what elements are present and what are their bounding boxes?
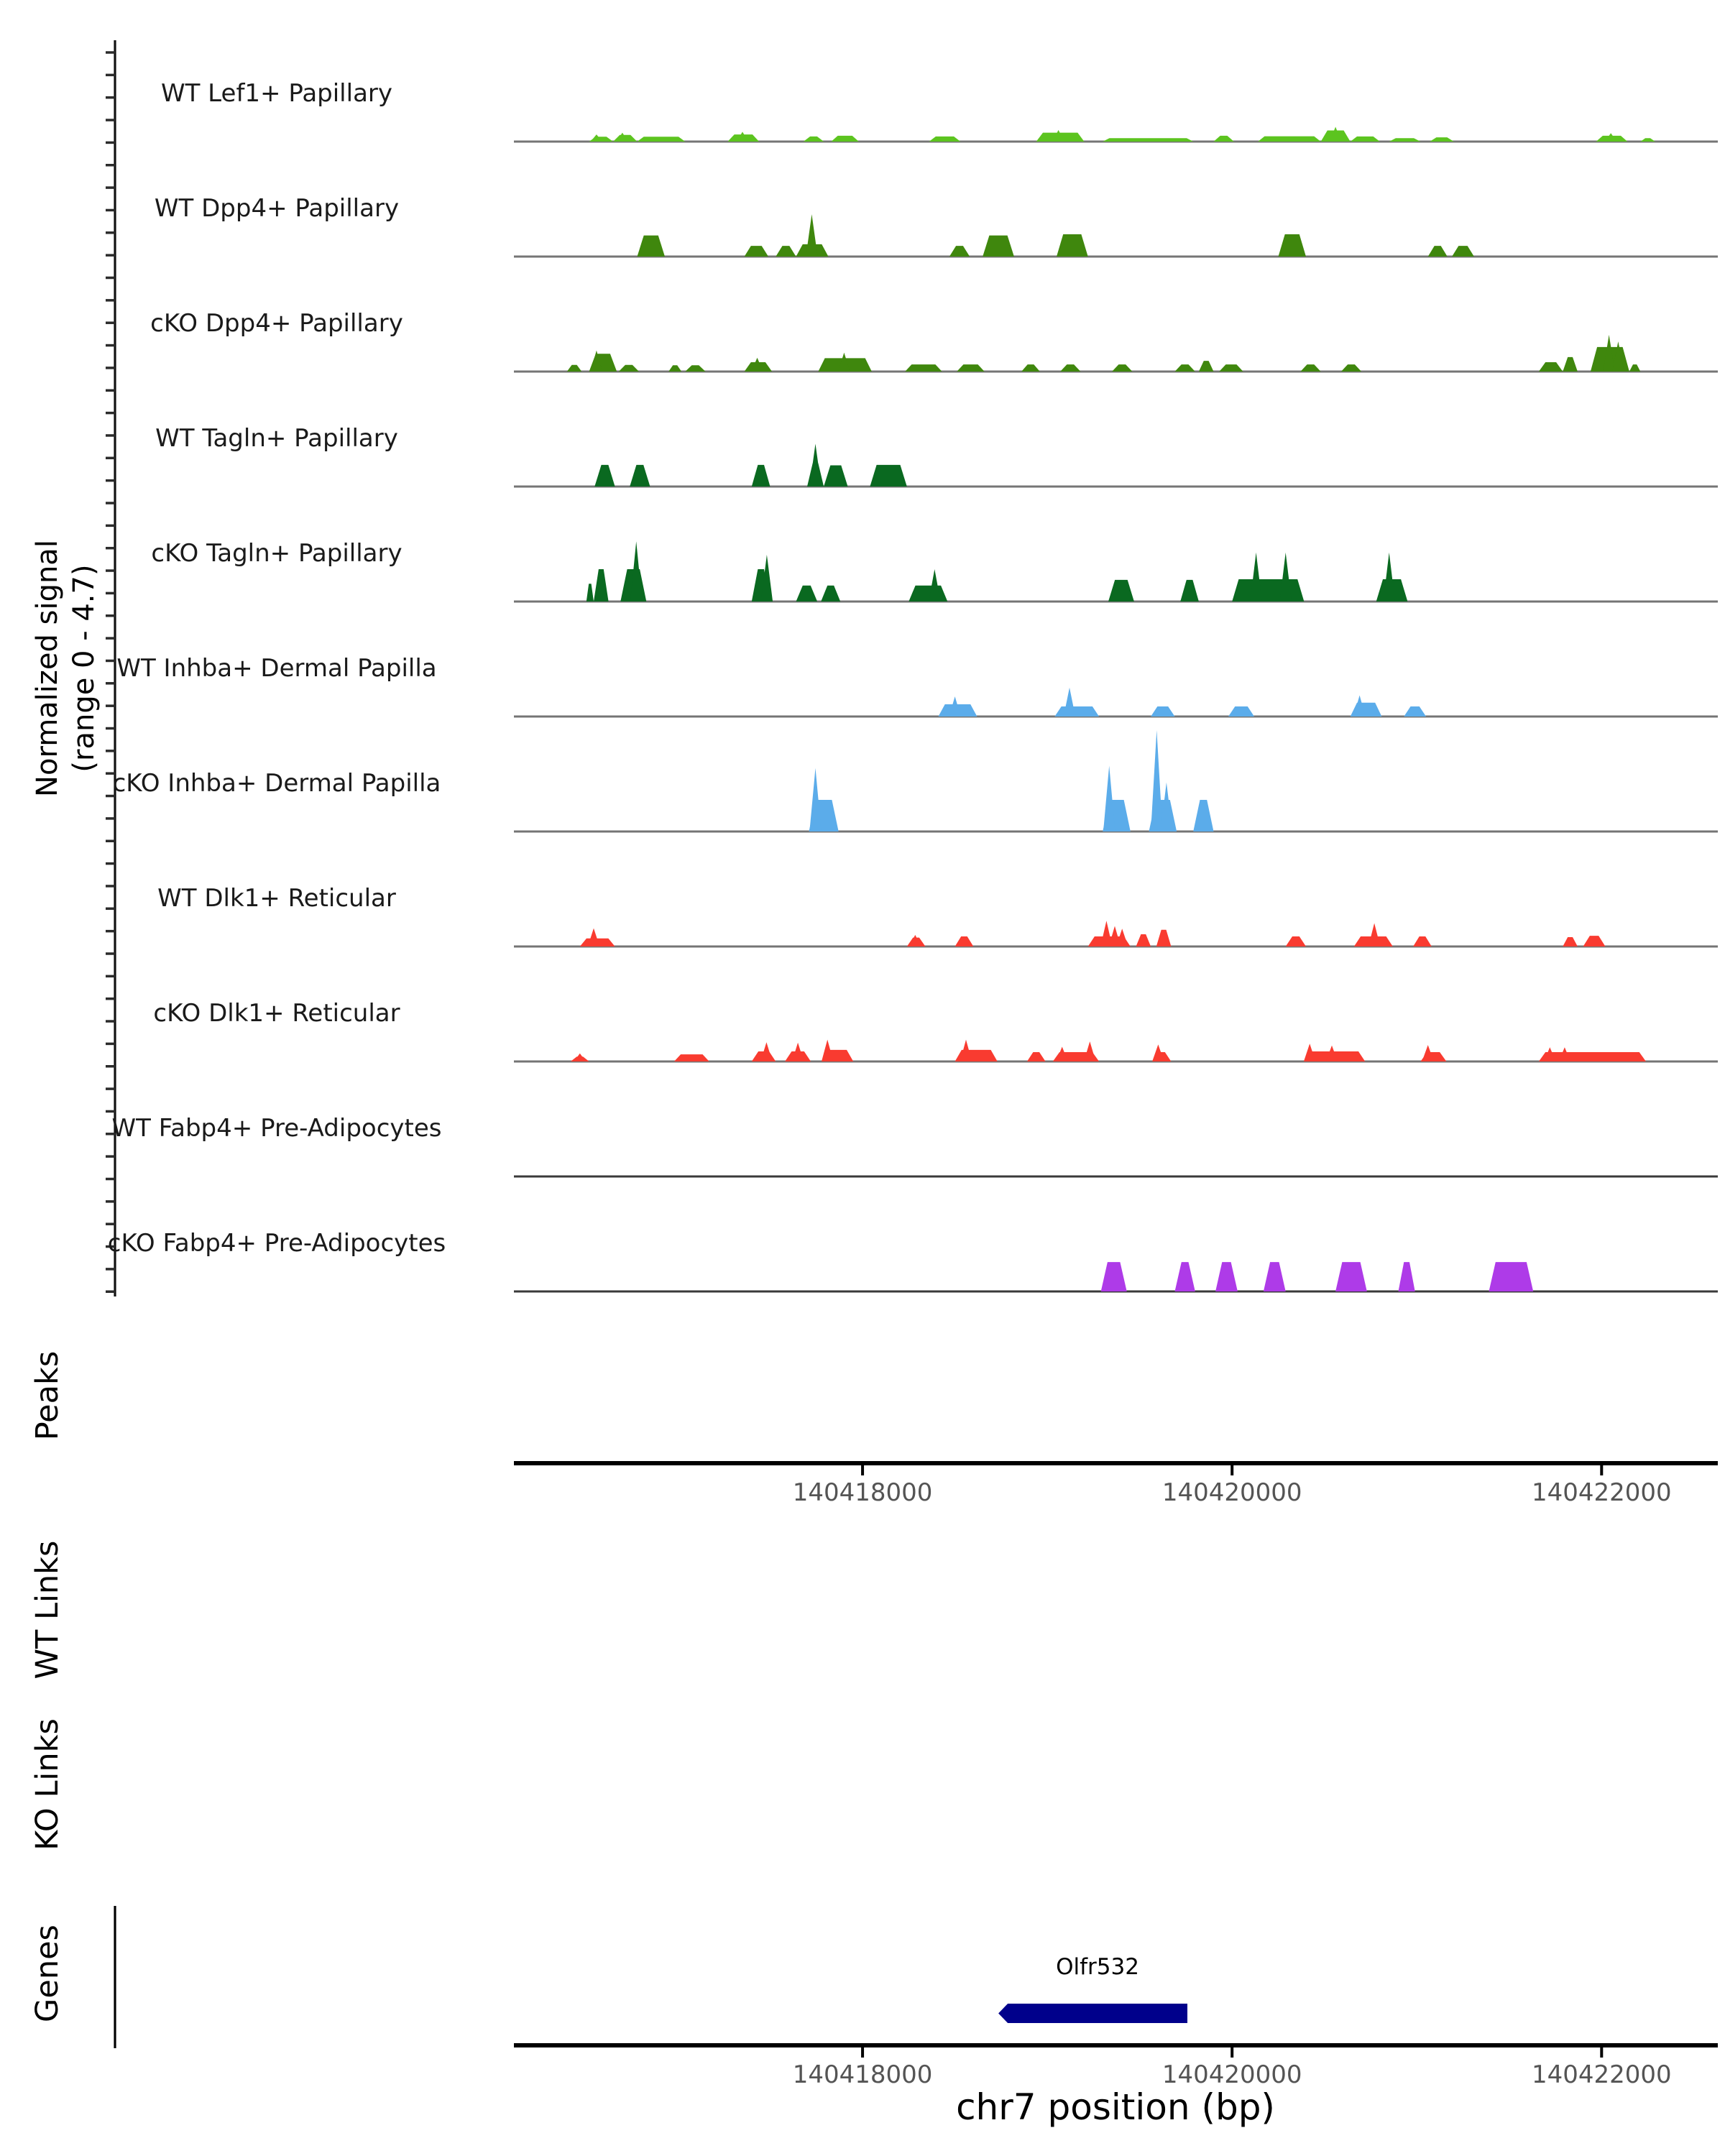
signal-spike — [929, 569, 941, 602]
signal-peak — [1404, 706, 1426, 717]
track-label: WT Lef1+ Papillary — [160, 79, 393, 108]
section-label-wt-links: WT Links — [29, 1540, 65, 1680]
signal-spike — [1250, 553, 1261, 602]
signal-spike — [1368, 923, 1381, 947]
x-tick-label: 140420000 — [1162, 2060, 1302, 2089]
signal-peak — [908, 586, 947, 602]
signal-peak — [1215, 1262, 1238, 1291]
signal-peak — [824, 466, 847, 487]
x-tick-label: 140418000 — [792, 2060, 933, 2089]
signal-spike — [809, 768, 821, 831]
x-tick-label: 140418000 — [792, 1478, 933, 1507]
signal-track — [514, 335, 1718, 372]
signal-spike — [1384, 553, 1395, 602]
signal-peak — [752, 465, 770, 487]
signal-peak — [1060, 364, 1080, 372]
signal-peak — [1539, 362, 1563, 372]
signal-peak — [1180, 580, 1199, 602]
signal-peak — [929, 137, 961, 142]
track-label: cKO Inhba+ Dermal Papilla — [112, 769, 441, 798]
signal-peak — [1264, 1262, 1286, 1291]
signal-peak — [594, 465, 615, 487]
signal-peak — [1136, 934, 1151, 946]
signal-peak — [1428, 246, 1448, 257]
signal-y-axis — [106, 40, 115, 1296]
signal-peak — [1399, 1262, 1415, 1291]
signal-peak — [1430, 137, 1454, 142]
signal-peak — [957, 364, 985, 372]
x-tick-label: 140422000 — [1531, 2060, 1672, 2089]
signal-peak — [1021, 364, 1040, 372]
signal-track — [514, 1262, 1718, 1291]
signal-peak — [638, 236, 666, 257]
signal-peak — [776, 246, 796, 257]
signal-peak — [668, 365, 681, 372]
signal-peak — [619, 365, 639, 372]
signal-track — [514, 688, 1718, 717]
track-label: cKO Dlk1+ Reticular — [153, 999, 400, 1028]
signal-peak — [1112, 364, 1132, 372]
signal-track — [514, 214, 1718, 257]
y-axis-title-line1: Normalized signal — [31, 540, 64, 797]
gene-name-label: Olfr532 — [1056, 1954, 1139, 1980]
y-axis-title-line2: (range 0 - 4.7) — [68, 564, 101, 773]
signal-track — [514, 444, 1718, 487]
signal-peak — [1054, 706, 1099, 717]
signal-peak — [1286, 936, 1306, 946]
signal-spike — [1103, 766, 1116, 832]
signal-peak — [796, 586, 818, 602]
signal-peak — [870, 465, 906, 487]
signal-peak — [674, 1054, 709, 1061]
x-tick-label: 140422000 — [1531, 1478, 1672, 1507]
signal-peak — [638, 137, 686, 142]
section-label-genes: Genes — [29, 1925, 65, 2022]
signal-peak — [1156, 930, 1172, 946]
signal-track — [514, 541, 1718, 602]
peaks-axis — [514, 1463, 1718, 1475]
signal-track — [514, 730, 1718, 831]
signal-peak — [1175, 1262, 1195, 1291]
signal-peak — [905, 364, 942, 372]
track-label: WT Fabp4+ Pre-Adipocytes — [111, 1114, 442, 1143]
signal-peak — [1351, 137, 1380, 142]
track-label: cKO Fabp4+ Pre-Adipocytes — [107, 1229, 446, 1258]
signal-peak — [1489, 1262, 1534, 1291]
signal-peak — [745, 246, 768, 257]
signal-peak — [567, 365, 582, 372]
signal-peak — [1228, 706, 1254, 717]
signal-peak — [1214, 136, 1234, 142]
signal-peak — [586, 584, 594, 602]
signal-peak — [1258, 137, 1320, 142]
signal-peak — [1563, 357, 1578, 372]
signal-peak — [1300, 364, 1320, 372]
signal-peak — [594, 569, 609, 602]
signal-track — [514, 921, 1718, 946]
signal-spike — [1280, 553, 1292, 602]
signal-peak — [804, 137, 824, 142]
signal-peak — [955, 936, 974, 946]
signal-peak — [1232, 579, 1304, 602]
signal-track — [514, 1040, 1718, 1061]
position-axis — [514, 2045, 1718, 2058]
signal-peak — [1335, 1262, 1367, 1291]
signal-peak — [1027, 1052, 1046, 1061]
signal-peak — [1057, 234, 1088, 257]
track-label: WT Dlk1+ Reticular — [157, 884, 396, 913]
signal-peak — [1108, 580, 1134, 602]
track-label: WT Dpp4+ Papillary — [154, 194, 400, 223]
x-tick-label: 140420000 — [1162, 1478, 1302, 1507]
track-label: cKO Tagln+ Papillary — [151, 539, 402, 568]
signal-peak — [630, 465, 650, 487]
track-label: WT Inhba+ Dermal Papilla — [116, 654, 437, 683]
signal-peak — [1193, 800, 1213, 831]
signal-spike — [588, 929, 600, 946]
signal-peak — [1279, 234, 1307, 257]
signal-peak — [1199, 361, 1214, 372]
signal-peak — [983, 236, 1014, 257]
signal-peak — [949, 246, 970, 257]
gene-body — [998, 2004, 1187, 2023]
signal-peak — [1389, 138, 1421, 142]
section-label-peaks: Peaks — [29, 1350, 65, 1441]
signal-peak — [1563, 937, 1578, 946]
track-label: WT Tagln+ Papillary — [155, 424, 398, 453]
signal-peak — [1175, 364, 1195, 372]
x-axis-title: chr7 position (bp) — [956, 2086, 1275, 2128]
signal-peak — [1101, 1262, 1127, 1291]
signal-peak — [1452, 246, 1474, 257]
signal-spike — [806, 214, 817, 257]
signal-spike — [1064, 688, 1075, 717]
track-label: cKO Dpp4+ Papillary — [150, 309, 403, 338]
signal-peak — [1413, 936, 1432, 946]
signal-spike — [1151, 730, 1162, 831]
signal-peak — [1151, 706, 1174, 717]
signal-peak — [685, 365, 705, 372]
signal-peak — [1103, 138, 1193, 142]
signal-peak — [1629, 364, 1640, 372]
signal-peak — [831, 136, 859, 142]
y-axis-title — [29, 540, 103, 797]
signal-spike — [1084, 1041, 1096, 1061]
signal-peak — [1640, 138, 1655, 142]
signal-spike — [809, 444, 821, 487]
signal-peak — [821, 586, 840, 602]
signal-track — [514, 127, 1718, 142]
signal-peak — [1583, 936, 1606, 946]
signal-peak — [1341, 364, 1361, 372]
section-label-ko-links: KO Links — [29, 1718, 65, 1851]
signal-peak — [1219, 364, 1243, 372]
